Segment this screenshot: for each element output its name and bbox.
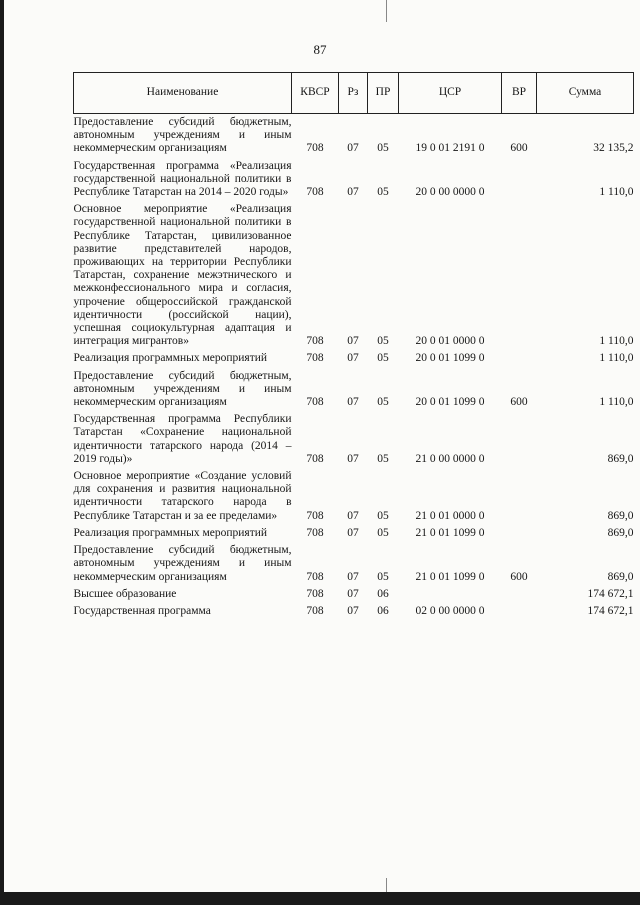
cell-vr: 600 — [510, 570, 528, 583]
cell-sum: 1 110,0 — [599, 396, 634, 409]
table-row — [74, 350, 634, 367]
table-row — [74, 158, 634, 202]
cell-csr: 20 0 01 1099 0 — [415, 352, 485, 365]
cell-pr: 05 — [377, 526, 389, 539]
cell-name: Государственная программа — [73, 604, 211, 617]
scan-mark-top — [386, 0, 387, 22]
cell-pr: 05 — [377, 142, 389, 155]
cell-vr — [502, 201, 537, 350]
budget-table — [73, 72, 634, 620]
table-row — [74, 201, 634, 350]
cell-pr: 05 — [377, 186, 389, 199]
cell-pr: 05 — [377, 352, 389, 365]
col-header-vr: ВР — [502, 73, 537, 114]
cell-rz: 07 — [347, 526, 359, 539]
cell-rz: 07 — [347, 352, 359, 365]
cell-name: Реализация программных мероприятий — [73, 352, 268, 365]
cell-rz: 07 — [347, 587, 359, 600]
cell-pr: 05 — [377, 335, 389, 348]
cell-vr: 600 — [510, 142, 528, 155]
table-row — [74, 525, 634, 542]
cell-vr — [502, 525, 537, 542]
cell-name: Высшее образование — [73, 587, 177, 600]
table-row — [74, 603, 634, 620]
cell-csr: 21 0 01 1099 0 — [415, 526, 485, 539]
table-row — [74, 468, 634, 525]
cell-name: Предоставление субсидий бюджетным, автономным учреждениям и иным некоммерческим организациям — [73, 369, 292, 409]
cell-sum: 869,0 — [607, 509, 634, 522]
cell-rz: 07 — [347, 604, 359, 617]
cell-rz: 07 — [347, 186, 359, 199]
cell-pr: 05 — [377, 509, 389, 522]
cell-kvsr: 708 — [306, 587, 324, 600]
cell-csr: 21 0 01 0000 0 — [415, 509, 485, 522]
cell-rz: 07 — [347, 509, 359, 522]
cell-kvsr: 708 — [306, 604, 324, 617]
scan-edge-bottom — [0, 892, 640, 905]
cell-sum: 32 135,2 — [593, 142, 634, 155]
cell-name: Государственная программа «Реализация государственной национальной политики в Республике Татарстан на 2014 – 2020 годы» — [73, 159, 292, 199]
col-header-csr: ЦСР — [399, 73, 502, 114]
scan-edge-left — [0, 0, 4, 905]
cell-rz: 07 — [347, 570, 359, 583]
cell-kvsr: 708 — [306, 335, 324, 348]
cell-kvsr: 708 — [306, 396, 324, 409]
cell-name: Основное мероприятие «Создание условий для сохранения и развития национальной идентичности татарского народа в Республике Татарстан и за ее пределами» — [73, 470, 292, 522]
cell-kvsr: 708 — [306, 186, 324, 199]
cell-kvsr: 708 — [306, 142, 324, 155]
cell-csr: 20 0 01 0000 0 — [415, 335, 485, 348]
cell-pr: 06 — [377, 587, 389, 600]
col-header-pr: ПР — [368, 73, 399, 114]
cell-kvsr: 708 — [306, 509, 324, 522]
cell-vr — [502, 468, 537, 525]
col-header-sum: Сумма — [537, 73, 634, 114]
cell-pr: 05 — [377, 396, 389, 409]
cell-sum: 174 672,1 — [587, 604, 634, 617]
cell-csr: 21 0 00 0000 0 — [415, 452, 485, 465]
cell-sum: 869,0 — [607, 452, 634, 465]
table-row — [74, 368, 634, 412]
cell-csr: 20 0 01 1099 0 — [415, 396, 485, 409]
cell-csr: 21 0 01 1099 0 — [415, 570, 485, 583]
cell-vr: 600 — [510, 396, 528, 409]
table-row — [74, 542, 634, 586]
col-header-name: Наименование — [74, 73, 292, 114]
cell-csr: 20 0 00 0000 0 — [415, 186, 485, 199]
cell-pr: 06 — [377, 604, 389, 617]
page-number: 87 — [313, 42, 327, 57]
cell-kvsr: 708 — [306, 452, 324, 465]
cell-name: Предоставление субсидий бюджетным, автономным учреждениям и иным некоммерческим организациям — [73, 116, 292, 155]
table-row — [74, 586, 634, 603]
cell-name: Государственная программа Республики Татарстан «Сохранение национальной идентичности татарского народа (2014 – 2019 годы)» — [73, 413, 292, 465]
cell-csr: 02 0 00 0000 0 — [415, 604, 485, 617]
table-row — [74, 411, 634, 468]
cell-sum: 1 110,0 — [599, 335, 634, 348]
cell-sum: 1 110,0 — [599, 352, 634, 365]
cell-vr — [502, 586, 537, 603]
cell-rz: 07 — [347, 335, 359, 348]
col-header-rz: Рз — [339, 73, 368, 114]
cell-rz: 07 — [347, 452, 359, 465]
table-row — [74, 114, 634, 158]
cell-sum: 869,0 — [607, 570, 634, 583]
cell-vr — [502, 603, 537, 620]
col-header-kvsr: КВСР — [292, 73, 339, 114]
cell-name: Предоставление субсидий бюджетным, автономным учреждениям и иным некоммерческим организациям — [73, 544, 292, 583]
cell-sum: 869,0 — [607, 526, 634, 539]
cell-pr: 05 — [377, 570, 389, 583]
scan-mark-bottom — [386, 878, 387, 892]
cell-kvsr: 708 — [306, 570, 324, 583]
cell-vr — [502, 350, 537, 367]
cell-vr — [502, 411, 537, 468]
cell-pr: 05 — [377, 452, 389, 465]
cell-rz: 07 — [347, 396, 359, 409]
table-header-row — [74, 73, 634, 114]
cell-csr — [399, 586, 502, 603]
cell-csr: 19 0 01 2191 0 — [415, 142, 485, 155]
cell-name: Основное мероприятие «Реализация государственной национальной политики в Республике Татарстан, цивилизованное развитие представителей народов, проживающих на территории Республики Татарстан, сохранение межэтнического и межконфессионального мира и согласия, упрочение общероссийской гражданской идентичности (российской нации), успешная социокультурная адаптация и интеграция мигрантов» — [73, 203, 292, 348]
cell-kvsr: 708 — [306, 526, 324, 539]
cell-vr — [502, 158, 537, 202]
cell-name: Реализация программных мероприятий — [73, 526, 268, 539]
cell-sum: 174 672,1 — [587, 587, 634, 600]
cell-sum: 1 110,0 — [599, 186, 634, 199]
cell-kvsr: 708 — [306, 352, 324, 365]
cell-rz: 07 — [347, 142, 359, 155]
